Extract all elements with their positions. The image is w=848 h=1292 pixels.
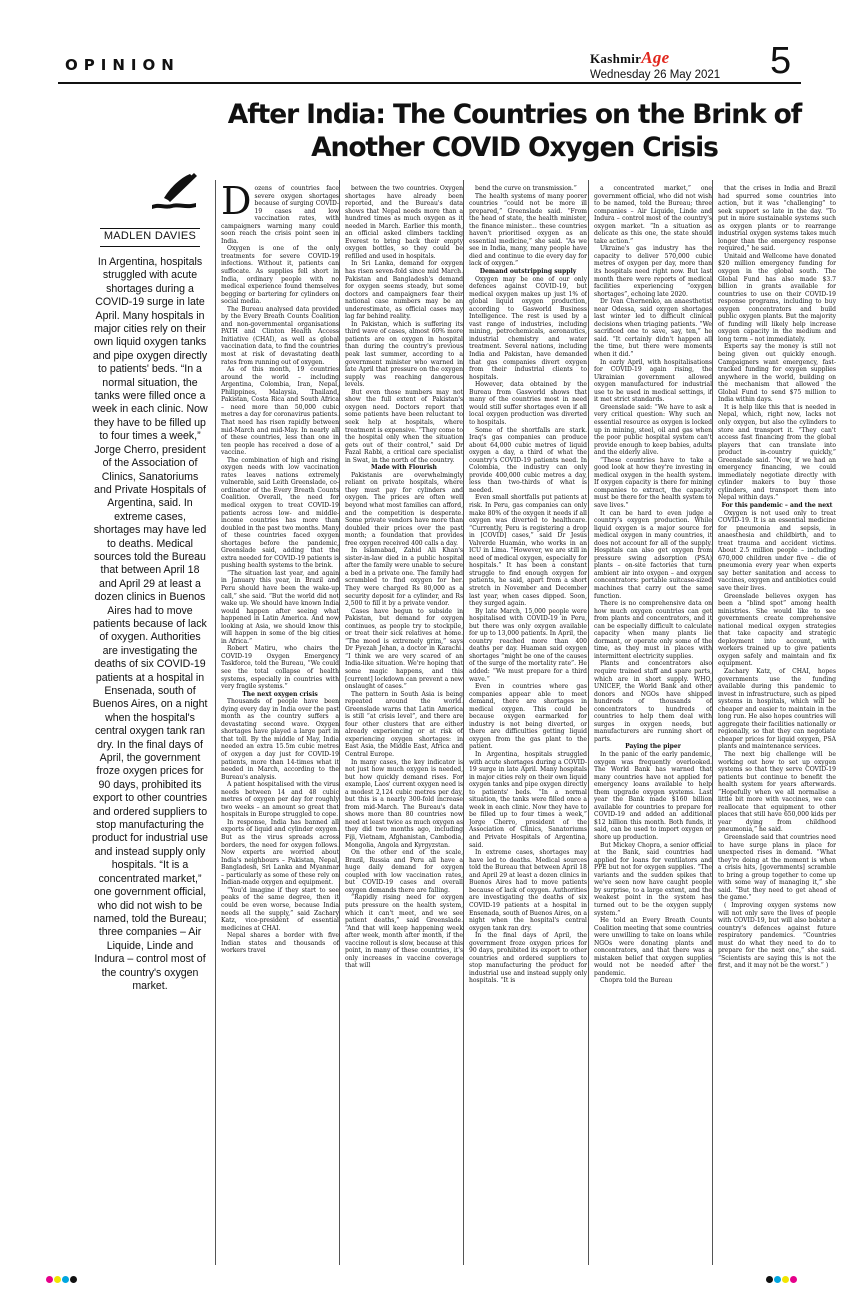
article-paragraph: In Sri Lanka, demand for oxygen has risen seven-fold since mid March. Pakistan and Bangladesh's demand for oxygen seems steady, but some doctors and campaigners fear their national case numbers may be an underestimate, as official cases may lag far behind reality. (345, 260, 463, 321)
quill-pen-icon (150, 172, 210, 212)
article-paragraph: As of this month, 19 countries around the world – including Argentina, Colombia, Iran, Nepal, Philippines, Malaysia, Thailand, Pakistan, Costa Rica and South Africa – need more than 50,000 cubic metres a day for coronavirus patients. That need has risen rapidly between mid-March and mid-May. In nearly all of these countries, less than one in ten people has received a dose of a vaccine. (221, 366, 339, 457)
pull-summary: In Argentina, hospitals struggled with acute shortages during a COVID-19 surge in late April. Many hospitals in major cities rely on their own liquid oxygen tanks and pipe oxygen directly to patients' beds. “In a normal situation, the tanks were filled once a week in each clinic. Now they have to be filled up to four times a week,” Jorge Cherro, president of the Association of Clinics, Sanatoriums and Private Hospitals of Argentina, said. In extreme cases, shortages may have led to deaths. Medical sources told the Bureau that between April 18 and April 29 at least a dozen clinics in Buenos Aires had to move patients because of lack of oxygen. Authorities are investigating the deaths of six COVID-19 patients at a hospital in Ensenada, south of Buenos Aires, on a night when the hospital's central oxygen tank ran dry. In the final days of April, the government froze oxygen prices for 90 days, prohibited its export to other countries and ordered suppliers to stop manufacturing the product for industrial use and instead supply only hospitals. “It is a concentrated market,” one government official, who did not wish to be named, told the Bureau; three companies – Air Liquide, Linde and Indura – control most of the country's oxygen market. (92, 256, 209, 992)
article-paragraph: Even in countries where gas companies appear able to meet demand, there are shortages in medical oxygen. This could be because oxygen earmarked for industry is not being diverted, or there are difficulties getting liquid oxygen from the gas plant to the patient. (469, 683, 587, 751)
article-paragraph: The health systems of many poorer countries “could not be more ill prepared,” Greenslade said. “From the head of state, the health minister, the finance minister... these countries haven't prioritised oxygen as an essential medicine,” she said. “As we see in India, many, many people have died and continue to die every day for lack of oxygen.” (469, 192, 587, 268)
author-byline: MADLEN DAVIES (103, 230, 197, 242)
article-paragraph: In Argentina, hospitals struggled with acute shortages during a COVID-19 surge in late April. Many hospitals in major cities rely on their own liquid oxygen tanks and pipe oxygen directly to patients' beds. “In a normal situation, the tanks were filled once a week in each clinic. Now they have to be filled up to four times a week,” Jorge Cherro, president of the Association of Clinics, Sanatoriums and Private Hospitals of Argentina, said. (469, 751, 587, 849)
article-paragraph: “You'd imagine if they start to see peaks of the same degree, then it could be even worse, because India needs all the supply,” said Zachary Katz, vice-president of essential medicines at CHAI. (221, 886, 339, 932)
article-paragraph: Dr Ivan Chernenko, an anaesthetist near Odessa, said oxygen shortages last winter led to difficult clinical decisions when triaging patients. “We sacrificed one to save, say, ten,” he said. “It certainly didn't happen all the time, but there were moments when it did.” (594, 298, 712, 359)
article-paragraph: Oxygen is one of the only treatments for severe COVID-19 infections. Without it, patients can suffocate. As supplies fell short in India, ordinary people with no medical experience found themselves begging or bartering for cylinders on social media. (221, 245, 339, 306)
article-paragraph: In Pakistan, which is suffering its third wave of cases, almost 60% more patients are on oxygen in hospital than during the country's previous peak last summer, according to a government minister who warned in late April that pressure on the oxygen supply was reaching dangerous levels. (345, 320, 463, 389)
article-paragraph: By late March, 15,000 people were hospitalised with COVID-19 in Peru, but there was only oxygen available for up to 13,000 patients. In April, the country reached more than 400 deaths per day. Huaman said oxygen shortages “might be one of the causes of the surge of the mortality rate”. He added: “We must prepare for a third wave.” (469, 607, 587, 683)
article-paragraph: Thousands of people have been dying every day in India over the past month as the country suffers a devastating second wave. Oxygen shortages have played a large part in that toll. By the middle of May, India needed an extra 15.5m cubic metres of oxygen a day just for COVID-19 patients, more than 14-times what it needed in March, according to the Bureau's analysis. (221, 698, 339, 781)
author-rule-top (100, 228, 200, 229)
article-paragraph: a concentrated market,” one government official, who did not wish to be named, told the Bureau; three companies – Air Liquide, Linde and Indura – control most of the country's oxygen market. “In a situation as delicate as this one, the state should take action.” (594, 185, 712, 245)
article-paragraph: Chopra told the Bureau (600, 977, 673, 985)
article-paragraph: In early April, with hospitalisations for COVID-19 again rising, the Ukrainian government allowed oxygen manufactured for industrial use to be used in medical settings, if it met strict standards. (594, 358, 712, 404)
column-divider (588, 180, 589, 1265)
article-paragraph: Nepal shares a border with five Indian states and thousands of workers travel (221, 932, 339, 955)
article-column-1 (221, 185, 339, 1260)
article-column-2 (345, 185, 463, 1260)
article-paragraph: In the final days of April, the government froze oxygen prices for 90 days, prohibited its export to other countries and ordered suppliers to stop manufacturing the product for industrial use and instead supply only hospitals. “It is (469, 932, 587, 985)
brand-logo (590, 48, 720, 68)
article-column-4 (594, 185, 712, 1260)
article-paragraph: Experts say the money is still not being given out quickly enough. Campaigners want emergency, fast-tracked funding for oxygen supplies anywhere in the world, building on the mechanism that allowed the Global Fund to send $75 million to India within days. (718, 343, 836, 404)
article-paragraph: In Islamabad, Zahid Ali Khan's sister-in-law died in a public hospital after the family were unable to secure a bed in a private one. The family had scrambled to find oxygen for her. They were charged Rs 80,000 as a security deposit for a cylinder, and Rs 2,500 to fill it by a private vendor. (345, 547, 463, 608)
article-paragraph: Oxygen may be one of our only defences against COVID-19, but medical oxygen makes up just 1% of global liquid oxygen production, according to Gasworld Business Intelligence. The rest is used by a vast range of industries, including mining, petrochemicals, aeronautics, industrial chemistry and water treatment. Several nations, including India and Pakistan, have demanded that gas companies divert oxygen from their industrial clients to hospitals. (469, 275, 587, 381)
article-paragraph: In extreme cases, shortages may have led to deaths. Medical sources told the Bureau that between April 18 and April 29 at least a dozen clinics in Buenos Aires had to move patients because of lack of oxygen. Authorities are investigating the deaths of six COVID-19 patients at a hospital in Ensenada, south of Buenos Aires, on a night when the hospital's central oxygen tank ran dry. (469, 849, 587, 932)
article-paragraph: Some of the shortfalls are stark. Iraq's gas companies can produce about 64,000 cubic metres of liquid oxygen a day, a third of what the country's COVID-19 patients need. In Colombia, the industry can only provide 400,000 cubic metres a day, less than two-thirds of what is needed. (469, 426, 587, 494)
masthead (590, 48, 720, 81)
article-paragraph: “Rapidly rising need for oxygen puts pressure on the health system, which it can't meet, and we see patient deaths,” said Greenslade. “And that will keep happening week after week, month after month, if the vaccine rollout is slow, because at this point, in many of these countries, it's only increases in vaccine coverage that will (345, 894, 463, 970)
section-label: OPINION (65, 56, 180, 74)
subheading: Paying the piper (625, 743, 681, 751)
article-column-5 (718, 185, 836, 1260)
article-paragraph: The combination of high and rising oxygen needs with low vaccination rates leaves nations extremely vulnerable, said Leith Greenslade, co-ordinator of the Every Breath Counts Coalition. Overall, the need for medical oxygen to treat COVID-19 patients across low- and middle-income countries has more than doubled in the past two months. Many of these countries faced oxygen shortages before the pandemic, Greenslade said, adding that the extra needed for COVID-19 patients is pushing health systems to the brink. (221, 456, 339, 570)
subheading: Made with Flourish (371, 464, 437, 472)
article-paragraph: that the crises in India and Brazil had spurred some countries into action, but it was “challenging” to seek support so late in the day. “To put in more sustainable systems such as oxygen plants or to rearrange industrial oxygen systems takes much longer than the emergency response required,” he said. (718, 185, 836, 253)
article-paragraph: However, data obtained by the Bureau from Gasworld shows that many of the countries most in need would still suffer shortages even if all local oxygen production was diverted to hospitals. (469, 381, 587, 426)
article-paragraph: between the two countries. Oxygen shortages have already been reported, and the Bureau's data shows that Nepal needs more than a hundred times as much oxygen as it needed in March. Earlier this month, an official asked climbers tackling Everest to bring back their empty oxygen bottles, so they could be refilled and used in hospitals. (345, 185, 463, 260)
article-paragraph: “These countries have to take a good look at how they're investing in medical oxygen in the health system. If oxygen capacity is there for mining companies to extract, the capacity must be there for the health system to save lives.” (594, 456, 712, 509)
article-paragraph: The next big challenge will be working out how to set up oxygen systems so that they serve COVID-19 patients but continue to benefit the health system for years afterwards. “Hopefully when we all normalise a little bit more with vaccines, we can reallocate that equipment to other places that still have 650,000 kids per year dying from childhood pneumonia,” he said. (718, 751, 836, 834)
article-paragraph: It can be hard to even judge a country's oxygen production. While liquid oxygen is a major source for medical oxygen in many countries, it does not account for all of the supply. Hospitals can also get oxygen from pressure swing adsorption (PSA) plants – on-site factories that turn ambient air into oxygen – and oxygen concentrators: portable suitcase-sized machines that carry out the same function. (594, 509, 712, 600)
article-paragraph: In the panic of the early pandemic, oxygen was frequently overlooked. The World Bank has warned that many countries have not applied for emergency loans available to help them upgrade oxygen systems. Last year the Bank made $160 billion available for countries to prepare for COVID-19 and added an additional $12 billion this month. Both funds, it said, can be used to import oxygen or shore up production. (594, 751, 712, 842)
article-paragraph: Pakistanis are overwhelmingly reliant on private hospitals, where they must pay for cylinders and oxygen. The prices are often well beyond what most families can afford, and the competition is desperate. Some private vendors have more than doubled their prices over the past month; a foundation that provides free oxygen received 400 calls a day. (345, 471, 463, 547)
color-bar-right (766, 1276, 797, 1284)
article-paragraph: It is help like this that is needed in Nepal, which, right now, lacks not only oxygen, but also the cylinders to store and transport it. “They can't access fast financing from the global players that can translate into product in-country quickly,” Greenslade said. “Now, if we had an emergency financing, we could immediately negotiate directly with cylinder makers to buy those cylinders, and transport them into Nepal within days.” (718, 403, 836, 502)
issue-date: Wednesday 26 May 2021 (590, 69, 721, 81)
article-paragraph: The Bureau analysed data provided by the Every Breath Counts Coalition and non-governmental organisations PATH and Clinton Health Access Initiative (CHAI), as well as global vaccination data, to find the countries most at risk of devastating death rates from running out of oxygen. (221, 305, 339, 366)
article-paragraph: Unitaid and Wellcome have donated $20 million emergency funding for oxygen in the global south. The Global Fund has also made $3.7 billion in grants available for countries to use on their COVID-19 response programs, including to buy oxygen concentrators and build public oxygen plants. But the majority of funding will likely help increase oxygen capacity in the medium and long term – not immediately. (718, 252, 836, 343)
article-paragraph: Greenslade said: “We have to ask a very critical question: Why such an essential resource as oxygen is locked up in mining, steel, oil and gas when the poor public hospital system can't provide enough to keep babies, adults and the elderly alive. (594, 403, 712, 457)
article-paragraph: But even those numbers may not show the full extent of Pakistan's oxygen need. Doctors report that some patients have been reluctant to seek help at hospitals, where treatment is expensive. “They come to the hospital only when the situation gets out of their control,” said Dr Fazal Rabbi, a critical care specialist in Swat, in the north of the country. (345, 388, 463, 464)
article-paragraph: Oxygen is not used only to treat COVID-19. It is an essential medicine for pneumonia and sepsis, in anaesthesia and childbirth, and to treat trauma and accident victims. About 2.5 million people – including 670,000 children under five – die of pneumonia every year when experts say better sanitation and access to vaccines, oxygen and antibiotics could save their lives. (718, 509, 836, 592)
article-paragraph: There is no comprehensive data on how much oxygen countries can get from plants and concentrators, and it can be especially difficult to calculate capacity when many plants lie dormant, or operate only some of the time, as they must in places with intermittent electricity supplies. (594, 600, 712, 660)
headline: After India: The Countries on the Brink of Another COVID Oxygen Crisis (227, 99, 802, 163)
column-divider (712, 180, 713, 1265)
article-paragraph: He told an Every Breath Counts Coalition meeting that some countries were unwilling to take on loans while NGOs were donating plants and concentrators, and that there was a mistaken belief that oxygen supplies would not be needed after the pandemic. (594, 917, 712, 977)
article-paragraph: The pattern in South Asia is being repeated around the world. Greenslade warns that Latin America is still “at crisis level”, and there are four other clusters that are either already experiencing or at risk of experiencing oxygen shortages: in East Asia, the Middle East, Africa and Central Europe. (345, 690, 463, 759)
article-paragraph: Even small shortfalls put patients at risk. In Peru, gas companies can only make 80% of the oxygen it needs if all oxygen was diverted to healthcare. “Currently, Peru is registering a drop in [COVID] cases,” said Dr Jesús Valverde Huamán, who works in an ICU in Lima. “However, we are still in need of medical oxygen, especially for hospitals.” It has been a constant struggle to find enough oxygen for patients, he said, apart from a short stretch in November and December last year, when cases dipped. Soon, they surged again. (469, 494, 587, 608)
page-number: 5 (770, 40, 792, 82)
author-rule-bottom (100, 246, 200, 247)
article-paragraph: Plants and concentrators also require trained staff and spare parts, which are in short supply. WHO, UNICEF, the World Bank and other donors and NGOs have shipped hundreds of thousands of concentrators to hundreds of countries to help them deal with surges in oxygen needs, but manufacturers are running short of parts. (594, 660, 712, 743)
article-paragraph: Dozens of countries face severe oxygen shortages because of surging COVID-19 cases and low vaccination rates, with campaigners warning many could soon reach the crisis point seen in India. (221, 185, 339, 245)
article-paragraph: bend the curve on transmission.” (475, 185, 577, 192)
article-paragraph: “The situation last year, and again in January this year, in Brazil and Peru should have been the wake-up call,” she said. “But the world did not wake up. We should have known India would happen after seeing what happened in Latin America. And now looking at Asia, we should know this will happen in some of the big cities in Africa.” (221, 569, 339, 645)
header-rule (58, 82, 801, 84)
article-paragraph: In many cases, the key indicator is not just how much oxygen is needed, but how quickly demand rises. For example, Laos' current oxygen need is a modest 2,124 cubic metres per day, but this is a nearly 300-fold increase from mid-March. The Bureau's data shows more than 80 countries now need at least twice as much oxygen as they did two months ago, including Fiji, Vietnam, Afghanistan, Cambodia, Mongolia, Angola and Kyrgyzstan. (345, 758, 463, 849)
brand-name: Kashmir (590, 51, 642, 66)
article-paragraph: Ukraine's gas industry has the capacity to deliver 570,000 cubic metres of oxygen per day, more than its hospitals need right now. But last month there were reports of medical facilities experiencing “oxygen shortages”, echoing late 2020. (594, 245, 712, 298)
article-paragraph: Robert Matiru, who chairs the COVID-19 Oxygen Emergency Taskforce, told the Bureau, “We could see the total collapse of health systems, especially in countries with very fragile systems.” (221, 645, 339, 691)
article-paragraph: Zachary Katz, of CHAI, hopes governments use the funding available during this pandemic to invest in infrastructure, such as piped systems in hospitals, which will be cheaper and easier to maintain in the long run. He also hopes countries will aggregate their facilities nationally or regionally, so that they can negotiate cheaper prices for liquid oxygen, PSA plants and maintenance services. (718, 668, 836, 751)
article-paragraph: A patient hospitalised with the virus needs between 14 and 48 cubic metres of oxygen per day for roughly two weeks – an amount so great that hospitals in Europe struggled to cope. (221, 781, 339, 819)
column-divider (339, 180, 340, 1265)
article-paragraph: Greenslade said that countries need to have surge plans in place for unexpected rises in demand. “What they're doing at the moment is when a crisis hits, [governments] scramble to bring a group together to come up with some way of managing it,” she said. “But they need to get ahead of the game.” (718, 834, 836, 902)
subheading: For this pandemic – and the next (721, 501, 833, 509)
article-paragraph: On the other end of the scale, Brazil, Russia and Peru all have a huge daily demand for oxygen coupled with low vaccination rates, but COVID-19 cases and overall oxygen demands there are falling. (345, 849, 463, 894)
brand-accent: Age (641, 48, 670, 67)
article-paragraph: Greenslade believes oxygen has been a “blind spot” among health ministries. She would like to see governments create comprehensive national medical oxygen strategies that take capacity and strategic deployment into account, with workers trained up to give patients oxygen safely and maintain and fix equipment. (718, 592, 836, 668)
article-paragraph: ( Improving oxygen systems now will not only save the lives of people with COVID-19, but will also bolster a country's defences against future respiratory pandemics. “Countries must do what they need to do to prepare for the next one,” she said. “Scientists are saying this is not the first, and it may not be the worst.” ) (718, 901, 836, 970)
article-paragraph: But Mickey Chopra, a senior official at the Bank, said countries had applied for loans for ventilators and PPE but not for oxygen supplies. “The variants and the sudden spikes that we've seen now have caught people by surprise, to a large extent, and the weakest point in the system has turned out to be the oxygen supply system.” (594, 841, 712, 917)
column-divider (463, 180, 464, 1265)
article-paragraph: Cases have begun to subside in Pakistan, but demand for oxygen continues, as people try to stockpile, or treat their sick relatives at home. “The mood is extremely grim,” says Dr Fyezah Jehan, a doctor in Karachi. “I think we are very scared of an India-like situation. We're hoping that some magic happens, and this [current] lockdown can prevent a new onslaught of cases.” (345, 607, 463, 691)
drop-cap: D (221, 185, 252, 223)
article-paragraph: In response, India has banned all exports of liquid and cylinder oxygen. But as the virus spreads across borders, the need for oxygen follows. Now experts are worried about India's neighbours – Pakistan, Nepal, Bangladesh, Sri Lanka and Myanmar – particularly as some of these rely on Indian-made oxygen and equipment. (221, 818, 339, 887)
subheading: Demand outstripping supply (479, 268, 577, 276)
article-column-3 (469, 185, 587, 1260)
subheading: The next oxygen crisis (242, 690, 318, 698)
column-divider (215, 180, 216, 1265)
color-bar-left (46, 1276, 77, 1284)
